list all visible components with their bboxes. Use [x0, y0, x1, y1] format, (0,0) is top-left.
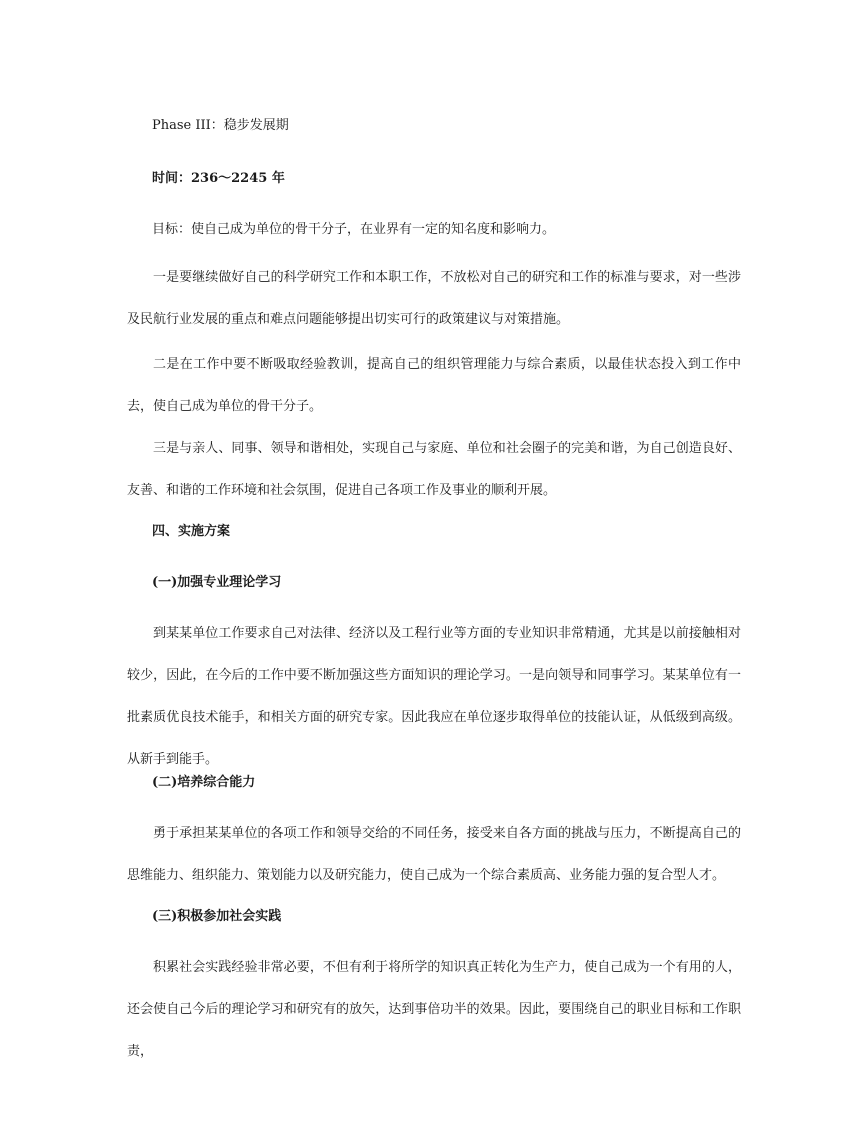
paragraph-point-2: 二是在工作中要不断吸取经验教训，提高自己的组织管理能力与综合素质，以最佳状态投入到工作中去，使自己成为单位的骨干分子。 [127, 357, 741, 414]
goal-text: 目标：使自己成为单位的骨干分子，在业界有一定的知名度和影响力。 [152, 222, 556, 237]
subsection-1-title: (一)加强专业理论学习 [152, 575, 282, 590]
phase-heading: Phase III：稳步发展期 [152, 118, 289, 133]
subsection-3-text: 积累社会实践经验非常必要，不但有利于将所学的知识真正转化为生产力，使自己成为一个有用的人，还会使自己今后的理论学习和研究有的放矢，达到事倍功半的效果。因此，要围绕自己的职业目标和工作职责， [127, 960, 741, 1059]
subsection-2-text: 勇于承担某某单位的各项工作和领导交给的不同任务，接受来自各方面的挑战与压力，不断提高自己的思维能力、组织能力、策划能力以及研究能力，使自己成为一个综合素质高、业务能力强的复合型人才。 [127, 826, 741, 883]
subsection-2-title: (二)培养综合能力 [152, 775, 256, 790]
section-4-title: 四、实施方案 [152, 524, 231, 539]
subsection-1-text: 到某某单位工作要求自己对法律、经济以及工程行业等方面的专业知识非常精通，尤其是以前接触相对较少，因此，在今后的工作中要不断加强这些方面知识的理论学习。一是向领导和同事学习。某某单位有一批素质优良技术能手，和相关方面的研究专家。因此我应在单位逐步取得单位的技能认证，从低级到高级。从新手到能手。 [127, 626, 741, 767]
subsection-3-title: (三)积极参加社会实践 [152, 909, 282, 924]
time-label: 时间：236～2245 年 [152, 171, 285, 186]
paragraph-point-1: 一是要继续做好自己的科学研究工作和本职工作，不放松对自己的研究和工作的标准与要求，对一些涉及民航行业发展的重点和难点问题能够提出切实可行的政策建议与对策措施。 [127, 270, 741, 327]
paragraph-point-3: 三是与亲人、同事、领导和谐相处，实现自己与家庭、单位和社会圈子的完美和谐，为自己创造良好、友善、和谐的工作环境和社会氛围，促进自己各项工作及事业的顺利开展。 [127, 441, 741, 498]
